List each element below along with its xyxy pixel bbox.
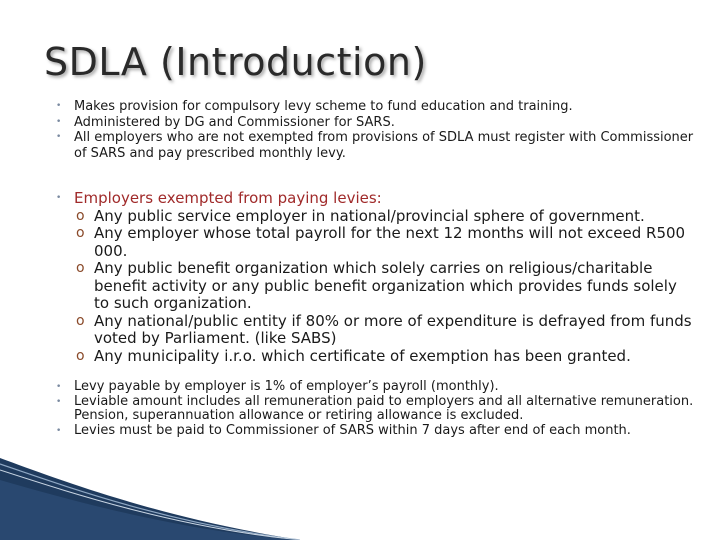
bullet-dot-icon: •	[56, 132, 62, 142]
bullet-dot-icon: •	[56, 116, 62, 127]
exemption-text: Any employer whose total payroll for the next 12 months will not exceed R500 000.	[94, 224, 686, 260]
bullet-dot-icon: •	[56, 382, 62, 392]
circle-bullet-icon: o	[76, 312, 85, 329]
exemption-text: Any public benefit organization which solely carries on religious/charitable benefit activity or any public benefit organization which provides funds solely to such organization.	[94, 259, 677, 312]
bullet-item	[56, 380, 696, 395]
bullet-item	[56, 190, 696, 365]
exemption-item	[74, 208, 696, 226]
exemption-text: Any public service employer in national/provincial sphere of government.	[94, 206, 645, 225]
bullet-item	[56, 424, 696, 439]
bullet-text: Leviable amount includes all remuneration paid to employers and all alternative remuneration. Pension, superannuation allowance or retiring allowance is excluded.	[74, 393, 694, 424]
bullet-text: Makes provision for compulsory levy scheme to fund education and training.	[74, 99, 573, 114]
exemption-item	[74, 348, 696, 366]
exemption-sublist	[74, 208, 696, 366]
bullet-list-intro	[56, 99, 696, 161]
bullet-list-exemptions	[56, 190, 696, 365]
bullet-text: Levies must be paid to Commissioner of SARS within 7 days after end of each month.	[74, 422, 631, 438]
bullet-item	[56, 99, 696, 115]
exemption-item	[74, 260, 696, 313]
bullet-list-levy	[56, 380, 696, 438]
bullet-item	[56, 395, 696, 424]
circle-bullet-icon: o	[76, 260, 85, 276]
bullet-item	[56, 115, 696, 131]
exemption-item	[74, 225, 696, 260]
bullet-text: Levy payable by employer is 1% of employer’s payroll (monthly).	[74, 379, 499, 394]
bullet-text: Administered by DG and Commissioner for SARS.	[74, 114, 395, 130]
bullet-text: All employers who are not exempted from provisions of SDLA must register with Commissioner of SARS and pay prescribed monthly levy.	[74, 130, 694, 161]
bullet-dot-icon: •	[56, 101, 62, 111]
circle-bullet-icon: o	[76, 225, 85, 241]
bullet-item	[56, 130, 696, 161]
bullet-dot-icon: •	[56, 396, 62, 407]
circle-bullet-icon: o	[76, 347, 85, 364]
bullet-dot-icon: •	[56, 193, 62, 203]
exemption-text: Any national/public entity if 80% or more of expenditure is defrayed from funds voted by Parliament. (like SABS)	[94, 311, 692, 347]
slide-title: SDLA (Introduction)	[44, 40, 427, 84]
bullet-dot-icon: •	[56, 425, 62, 436]
exemption-text: Any municipality i.r.o. which certificate of exemption has been granted.	[94, 346, 631, 365]
exemptions-heading: Employers exempted from paying levies:	[74, 189, 382, 207]
exemption-item	[74, 313, 696, 348]
decorative-swoosh	[0, 440, 300, 540]
circle-bullet-icon: o	[76, 207, 85, 224]
